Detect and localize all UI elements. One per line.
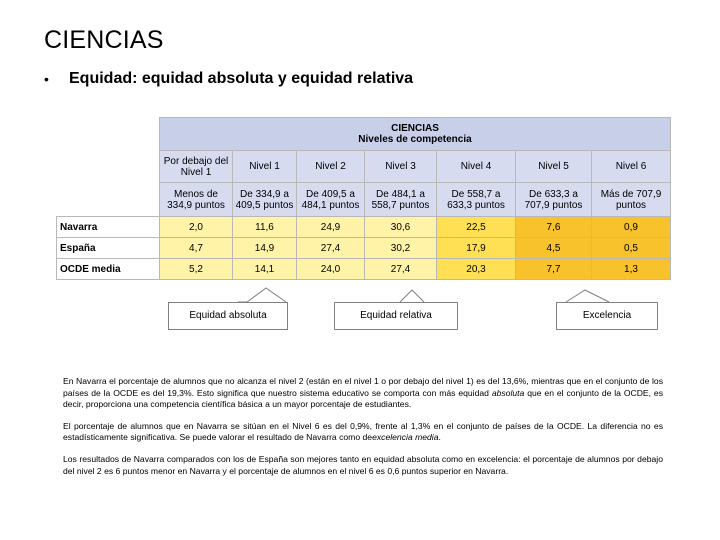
callout-excelencia: Excelencia (556, 302, 658, 330)
paragraph-equidad-absoluta: En Navarra el porcentaje de alumnos que no alcanza el nivel 2 (están en el nivel 1 o por debajo del nivel 1) es del 13,6%, mientras que en el conjunto de los países de la OCDE es del 19,3%. Esto significa que nuestro sistema educativo se comporta con más equidad absoluta que en el conjunto de la OCDE, es decir, proporciona una competencia científica básica a un mayor porcentaje de estudiantes. (63, 376, 664, 410)
paragraph-excelencia: El porcentaje de alumnos que en Navarra se sitúan en el Nivel 6 es del 0,9%, frente al 1,3% en el conjunto de países de la OCDE. La diferencia no es estadísticamente significativa. Se puede valorar el resultado de Navarra como deexcelencia media. (63, 420, 663, 443)
table-cell: 5,2 (160, 259, 233, 280)
table-cell: 4,7 (160, 238, 233, 259)
row-label: Navarra (57, 217, 160, 238)
connector-relativa (400, 290, 424, 302)
table-main-header (160, 118, 671, 151)
explanation-text (63, 376, 663, 487)
table-cell: 27,4 (297, 238, 365, 259)
range-level-5: De 633,3 a 707,9 puntos (516, 183, 592, 217)
table-cell: 14,9 (233, 238, 297, 259)
table-cell: 7,7 (516, 259, 592, 280)
table-header-title: CIENCIAS (391, 123, 439, 134)
level-header-2: Nivel 2 (297, 151, 365, 183)
table-cell: 20,3 (437, 259, 516, 280)
connector-absoluta (238, 288, 286, 302)
table-cell: 30,2 (365, 238, 437, 259)
range-level-6: Más de 707,9 puntos (592, 183, 671, 217)
range-level-2: De 409,5 a 484,1 puntos (297, 183, 365, 217)
table-cell: 2,0 (160, 217, 233, 238)
table-cell: 30,6 (365, 217, 437, 238)
bullet-marker: • (44, 71, 49, 87)
table-cell: 24,9 (297, 217, 365, 238)
level-header-1: Nivel 1 (233, 151, 297, 183)
table-cell: 0,5 (592, 238, 671, 259)
slide-subtitle: Equidad: equidad absoluta y equidad relativa (69, 70, 414, 87)
callout-equidad-relativa: Equidad relativa (334, 302, 458, 330)
table-cell: 14,1 (233, 259, 297, 280)
level-header-3: Nivel 3 (365, 151, 437, 183)
table-cell: 24,0 (297, 259, 365, 280)
paragraph-comparacion: Los resultados de Navarra comparados con los de España son mejores tanto en equidad absoluta como en excelencia: el porcentaje de alumnos por debajo del nivel 2 es 6 puntos menor en Navarra y el porcentaje de alumnos en el nivel 6 es 0,6 puntos superior en Navarra. (63, 453, 663, 476)
table-cell: 22,5 (437, 217, 516, 238)
level-header-below-1: Por debajo del Nivel 1 (160, 151, 233, 183)
row-label: OCDE media (57, 259, 160, 280)
table-row-ocde (57, 259, 671, 280)
level-header-5: Nivel 5 (516, 151, 592, 183)
connector-excelencia (566, 290, 609, 302)
table-cell: 4,5 (516, 238, 592, 259)
table-row-espana (57, 238, 671, 259)
level-header-6: Nivel 6 (592, 151, 671, 183)
competence-levels-table (56, 117, 671, 280)
row-label: España (57, 238, 160, 259)
slide-title: CIENCIAS (44, 26, 164, 54)
table-cell: 17,9 (437, 238, 516, 259)
table-row-navarra (57, 217, 671, 238)
callout-equidad-absoluta: Equidad absoluta (168, 302, 288, 330)
table-cell: 27,4 (365, 259, 437, 280)
table-cell: 7,6 (516, 217, 592, 238)
range-level-3: De 484,1 a 558,7 puntos (365, 183, 437, 217)
range-level-1: De 334,9 a 409,5 puntos (233, 183, 297, 217)
table-cell: 0,9 (592, 217, 671, 238)
table-cell: 11,6 (233, 217, 297, 238)
table-header-subtitle: Niveles de competencia (358, 134, 472, 145)
level-header-4: Nivel 4 (437, 151, 516, 183)
range-below-1: Menos de 334,9 puntos (160, 183, 233, 217)
range-level-4: De 558,7 a 633,3 puntos (437, 183, 516, 217)
table-cell: 1,3 (592, 259, 671, 280)
